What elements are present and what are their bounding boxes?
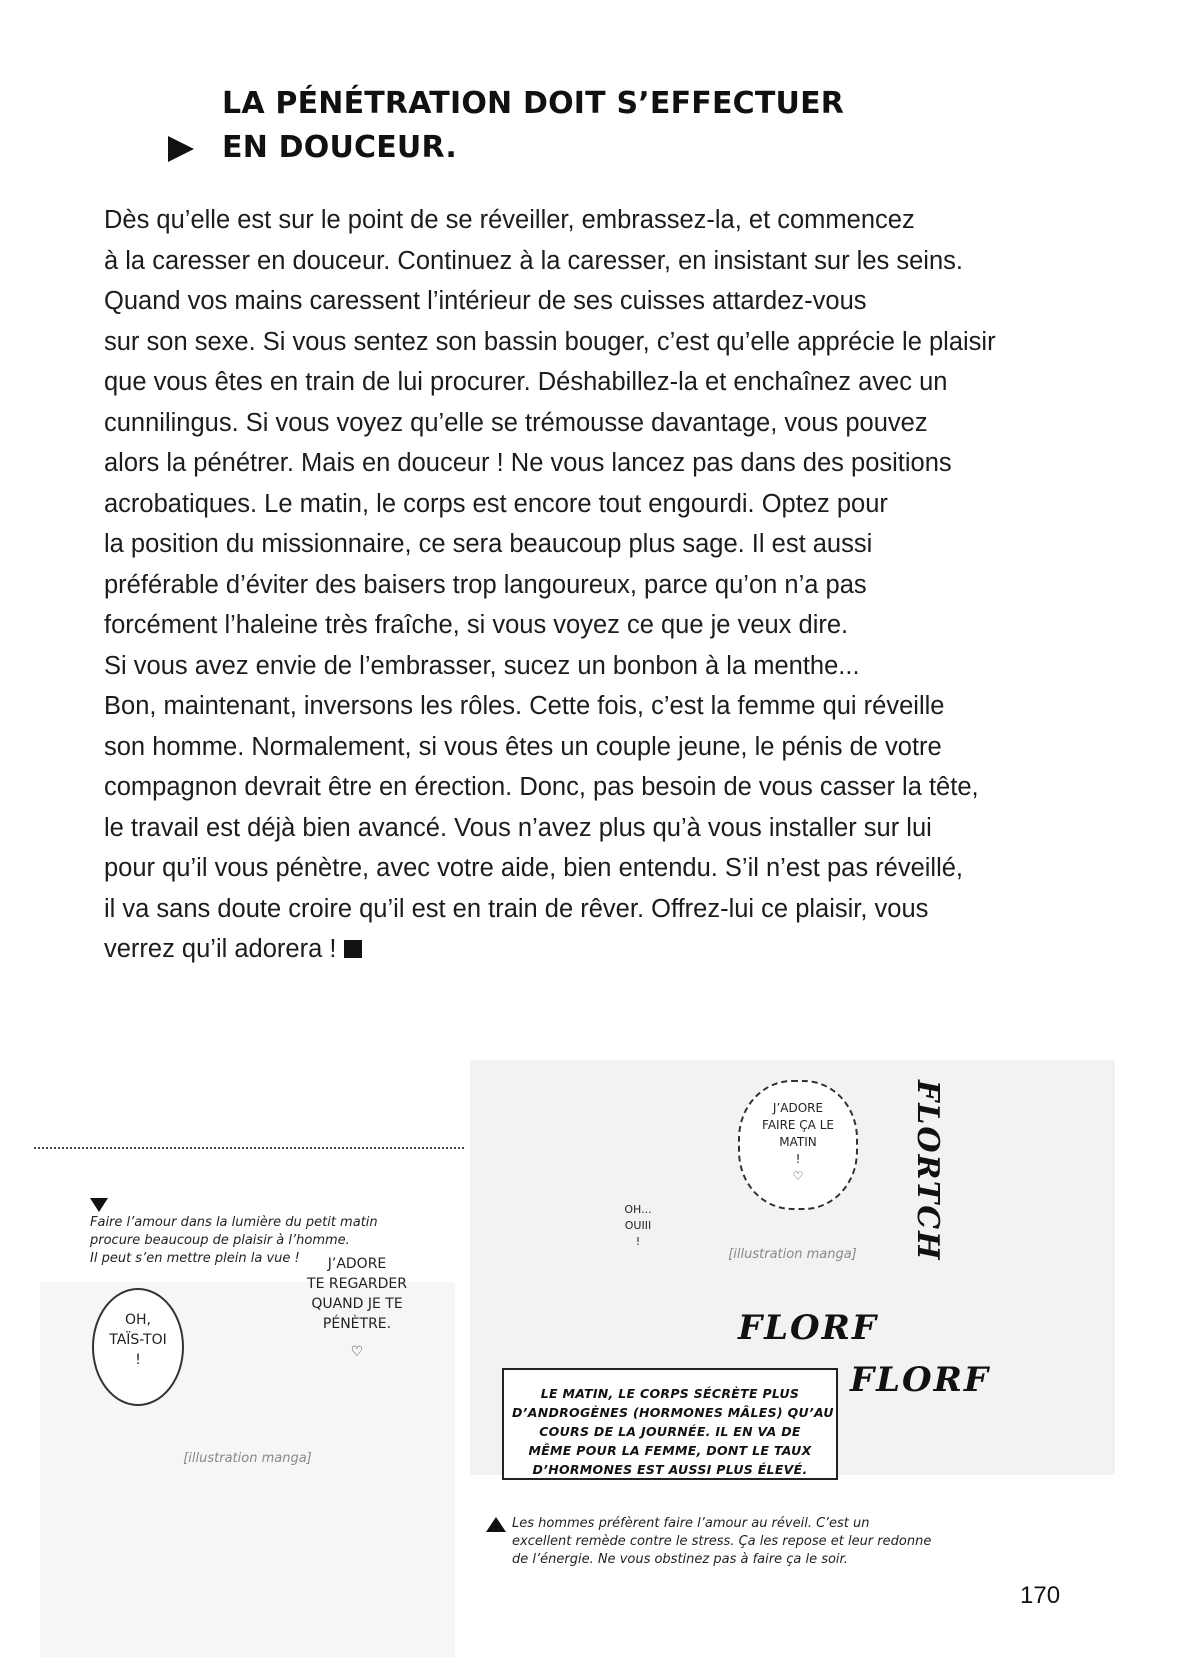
bubble-text: OUIII — [624, 1219, 652, 1232]
body-line: alors la pénétrer. Mais en douceur ! Ne vous lancez pas dans des positions — [104, 449, 952, 477]
right-triangle-icon — [168, 136, 194, 162]
sound-effect: FLORTCH — [910, 1080, 945, 1262]
body-line: à la caresser en douceur. Continuez à la caresser, en insistant sur les seins. — [104, 246, 963, 275]
bubble-text: PÉNÈTRE. — [322, 1316, 392, 1332]
bubble-text: FAIRE ÇA LE — [762, 1118, 834, 1132]
speech-bubble-man — [302, 1254, 412, 1362]
info-line: D’ANDROGÈNES (HORMONES MÂLES) QU’AU — [512, 1405, 834, 1420]
section-heading — [150, 82, 844, 170]
body-line: que vous êtes en train de lui procurer. Déshabillez-la et enchaînez avec un — [104, 368, 948, 396]
heading-line-2 — [150, 126, 844, 170]
bubble-text: ! — [795, 1152, 801, 1166]
heart-icon: ♡ — [350, 1344, 364, 1360]
body-line: Si vous avez envie de l’embrasser, sucez un bonbon à la menthe... — [104, 651, 860, 680]
body-line: acrobatiques. Le matin, le corps est encore tout engourdi. Optez pour — [104, 489, 888, 518]
page-number: 170 — [1020, 1582, 1061, 1609]
body-line: il va sans doute croire qu’il est en train de rêver. Offrez-lui ce plaisir, vous — [104, 894, 929, 923]
right-figure-caption — [486, 1515, 956, 1569]
caption-line: Les hommes préfèrent faire l’amour au réveil. C’est un — [512, 1516, 870, 1531]
body-line: forcément l’haleine très fraîche, si vous voyez ce que je veux dire. — [104, 611, 849, 639]
black-square-icon — [344, 940, 362, 958]
caption-line: procure beaucoup de plaisir à l’homme. — [90, 1233, 350, 1248]
bubble-text: QUAND JE TE — [311, 1296, 403, 1312]
speech-bubble-woman — [608, 1202, 668, 1250]
illustration-placeholder: [illustration manga] — [728, 1246, 857, 1262]
bubble-text: TE REGARDER — [307, 1276, 407, 1292]
info-box — [502, 1368, 838, 1480]
body-line: Bon, maintenant, inversons les rôles. Cette fois, c’est la femme qui réveille — [104, 692, 945, 720]
sound-effect: FLORF — [850, 1360, 991, 1400]
heading-line-1: LA PÉNÉTRATION DOIT S’EFFECTUER — [222, 86, 845, 121]
caption-line: Il peut s’en mettre plein la vue ! — [90, 1251, 300, 1266]
body-line: sur son sexe. Si vous sentez son bassin bouger, c’est qu’elle apprécie le plaisir — [104, 327, 996, 356]
bubble-text: TAÏS-TOI — [109, 1332, 167, 1348]
body-line: le travail est déjà bien avancé. Vous n’avez plus qu’à vous installer sur lui — [104, 813, 932, 842]
body-line: compagnon devrait être en érection. Donc, pas besoin de vous casser la tête, — [104, 773, 979, 801]
body-line: la position du missionnaire, ce sera beaucoup plus sage. Il est aussi — [104, 530, 873, 558]
body-line-last-text: verrez qu’il adorera ! — [104, 935, 337, 963]
body-line: son homme. Normalement, si vous êtes un couple jeune, le pénis de votre — [104, 732, 942, 761]
bubble-text: J’ADORE — [327, 1256, 387, 1272]
info-line: COURS DE LA JOURNÉE. IL EN VA DE — [539, 1424, 801, 1439]
sound-effect: FLORF — [738, 1308, 879, 1348]
info-line: MÊME POUR LA FEMME, DONT LE TAUX — [528, 1443, 812, 1458]
dotted-separator — [34, 1147, 464, 1149]
bubble-text: ! — [635, 1235, 641, 1248]
heart-icon: ♡ — [792, 1169, 804, 1183]
down-triangle-icon — [90, 1198, 108, 1212]
body-line: Quand vos mains caressent l’intérieur de ses cuisses attardez-vous — [104, 287, 867, 315]
info-line: LE MATIN, LE CORPS SÉCRÈTE PLUS — [540, 1386, 800, 1401]
caption-line: de l’énergie. Ne vous obstinez pas à faire ça le soir. — [512, 1552, 848, 1567]
info-line: D’HORMONES EST AUSSI PLUS ÉLEVÉ. — [532, 1462, 808, 1477]
body-line: Dès qu’elle est sur le point de se réveiller, embrassez-la, et commencez — [104, 206, 915, 234]
up-triangle-icon — [486, 1517, 506, 1532]
caption-line: Faire l’amour dans la lumière du petit matin — [90, 1215, 378, 1230]
bubble-text: MATIN — [779, 1135, 817, 1149]
bubble-text: OH... — [624, 1203, 652, 1216]
illustration-placeholder: [illustration manga] — [183, 1450, 312, 1466]
speech-bubble-woman — [92, 1288, 184, 1406]
body-paragraph — [104, 200, 1104, 970]
bubble-text: ! — [135, 1352, 141, 1368]
caption-line: excellent remède contre le stress. Ça les repose et leur redonne — [512, 1534, 932, 1549]
bubble-text: J’ADORE — [772, 1101, 824, 1115]
body-line-last — [104, 929, 1104, 970]
bubble-text: OH, — [125, 1312, 151, 1328]
body-line: préférable d’éviter des baisers trop langoureux, parce qu’on n’a pas — [104, 570, 867, 599]
body-line: pour qu’il vous pénètre, avec votre aide, bien entendu. S’il n’est pas réveillé, — [104, 854, 964, 882]
speech-bubble-man — [738, 1080, 858, 1210]
body-line: cunnilingus. Si vous voyez qu’elle se trémousse davantage, vous pouvez — [104, 408, 928, 437]
heading-line-2-text: EN DOUCEUR. — [222, 130, 457, 165]
